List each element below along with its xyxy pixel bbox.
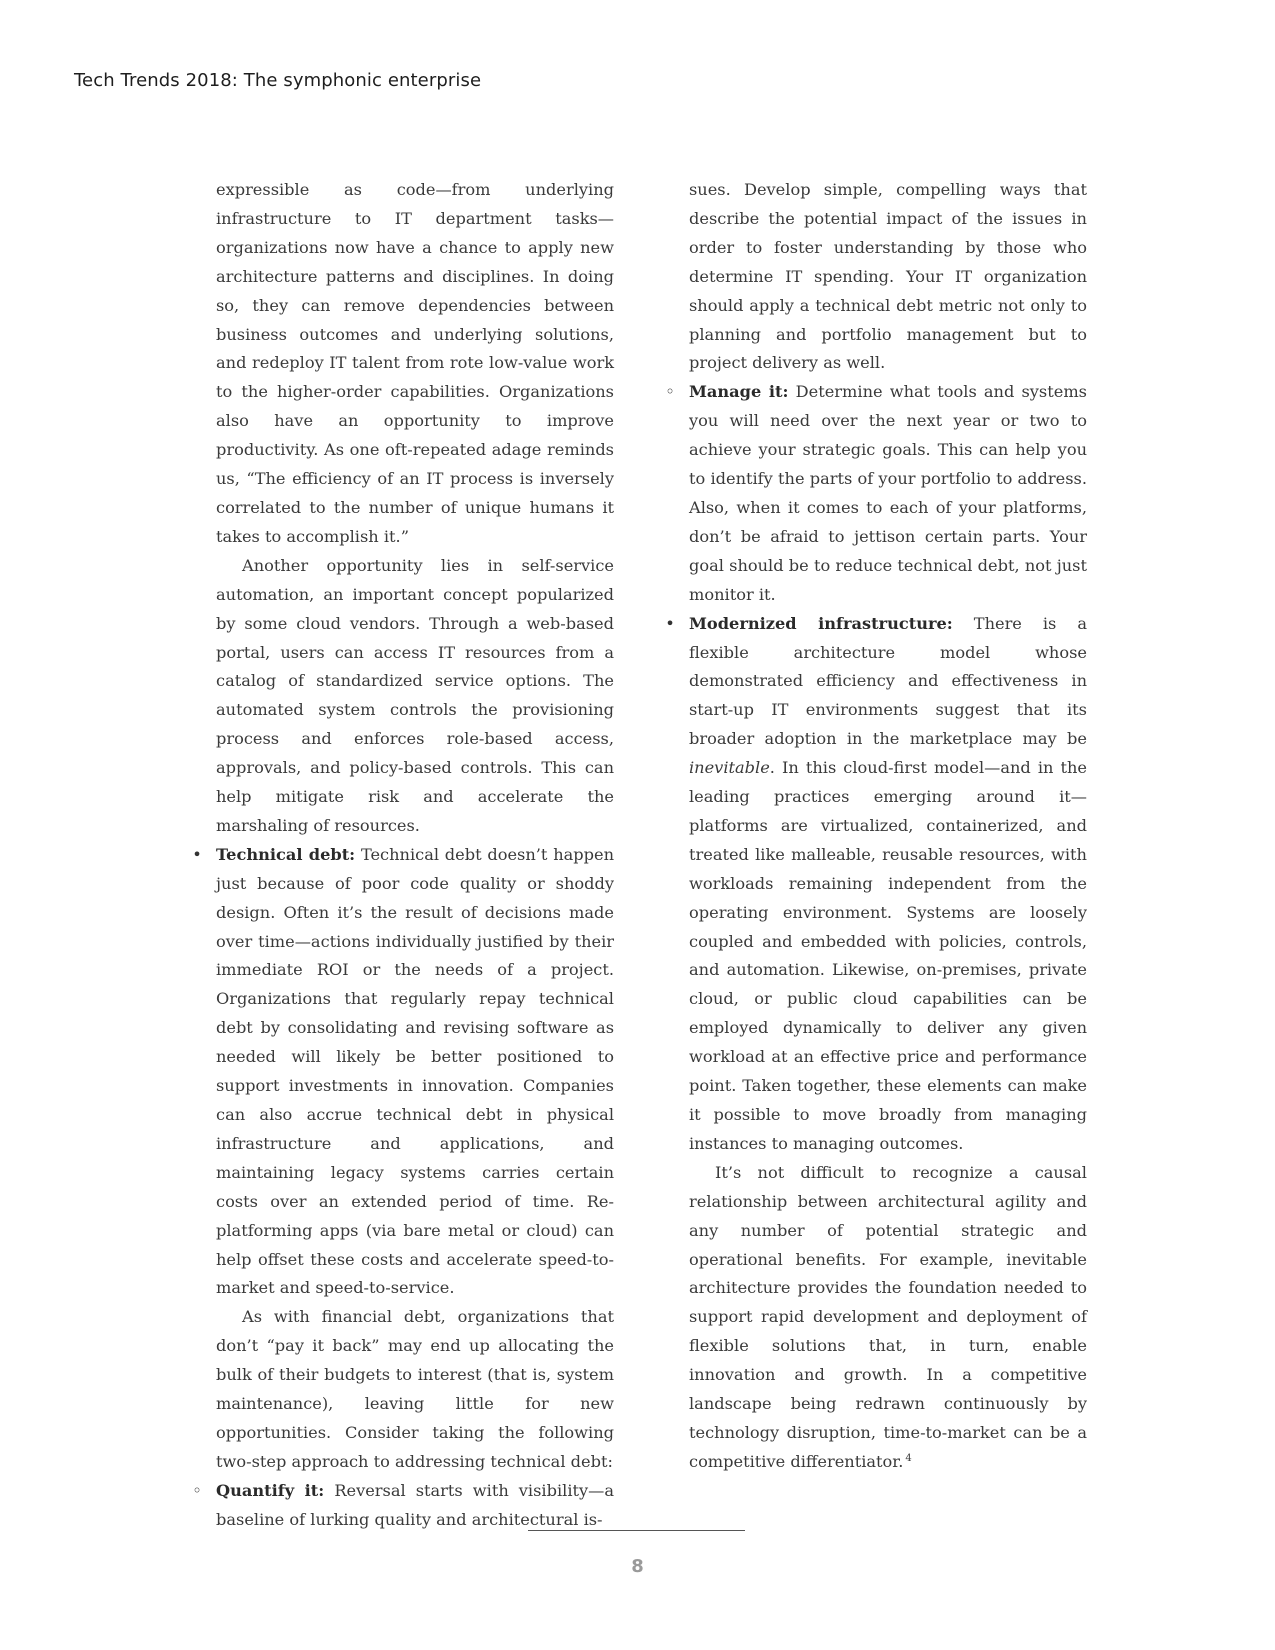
sub-bullet-icon: ◦	[192, 1480, 202, 1500]
bullet-lead: Modernized infrastructure:	[689, 613, 953, 633]
bullet-lead: Technical debt:	[216, 844, 356, 864]
sub-bullet-icon: ◦	[665, 382, 675, 402]
running-header: Tech Trends 2018: The symphonic enterprise	[74, 70, 482, 91]
bullet-text: Technical debt doesn’t happen just because of poor code quality or shoddy design. Often it’s the result of decisions made over time—actions individually justified by their immediate ROI or the needs of a project. Organizations that regularly repay technical debt by consolidating and revising software as needed will likely be better positioned to support investments in innovation. Companies can also accrue technical debt in physical infrastructure and applications, and maintaining legacy systems carries certain costs over an extended period of time. Re-platforming apps (via bare metal or cloud) can help offset these costs and accelerate speed-to-market and speed-to-service.	[216, 844, 614, 1298]
sub-bullet-text: Determine what tools and systems you will need over the next year or two to achieve your strategic goals. This can help you to identify the parts of your portfolio to address. Also, when it comes to each of your platforms, don’t be afraid to jettison certain parts. Your goal should be to reduce technical debt, not just monitor it.	[689, 382, 1087, 604]
bullet-icon: •	[192, 844, 202, 864]
footer-divider	[528, 1530, 745, 1531]
page-number: 8	[631, 1556, 644, 1577]
bullet-modernized-infrastructure	[665, 610, 1087, 1159]
paragraph-text: It’s not difficult to recognize a causal relationship between architectural agility and any number of potential strategic and operational benefits. For example, inevitable architecture provides the foundation needed to support rapid development and deployment of flexible solutions that, in turn, enable innovation and growth. In a competitive landscape being redrawn continuously by technology disruption, time-to-market can be a competitive differentiator.	[689, 1162, 1087, 1471]
right-column	[665, 176, 1087, 1477]
body-paragraph	[689, 1159, 1087, 1477]
bullet-icon: •	[665, 613, 675, 633]
continuation-paragraph: sues. Develop simple, compelling ways that describe the potential impact of the issues in order to foster understanding by those who determine IT spending. Your IT organization should apply a technical debt metric not only to planning and portfolio management but to project delivery as well.	[689, 180, 1087, 373]
bullet-emphasis: inevitable	[689, 758, 770, 778]
sub-bullet-manage	[665, 378, 1087, 609]
left-column	[192, 176, 614, 1535]
footnote-reference[interactable]: 4	[905, 1452, 912, 1464]
sub-bullet-lead: Manage it:	[689, 382, 789, 402]
sub-bullet-quantify	[192, 1477, 614, 1535]
bullet-technical-debt	[192, 841, 614, 1304]
body-paragraph: Another opportunity lies in self-service automation, an important concept popularized by some cloud vendors. Through a web-based portal, users can access IT resources from a catalog of standardized service options. The automated system controls the provisioning process and enforces role-based access, approvals, and policy-based controls. This can help mitigate risk and accelerate the marshaling of resources.	[216, 555, 614, 835]
sub-bullet-lead: Quantify it:	[216, 1480, 325, 1500]
bullet-text: There is a flexible architecture model whose demonstrated efficiency and effectiveness in start-up IT environments suggest that its broader adoption in the marketplace may be	[689, 613, 1087, 749]
body-paragraph: expressible as code—from underlying infrastructure to IT department tasks—organizations now have a chance to apply new architecture patterns and disciplines. In doing so, they can remove dependencies between business outcomes and underlying solutions, and redeploy IT talent from rote low-value work to the higher-order capabilities. Organizations also have an opportunity to improve productivity. As one oft-repeated adage reminds us, “The efficiency of an IT process is inversely correlated to the number of unique humans it takes to accomplish it.”	[216, 180, 614, 546]
sub-bullet-text: Reversal starts with visibility—a baseline of lurking quality and architectural is-	[216, 1480, 614, 1529]
body-paragraph: As with financial debt, organizations that don’t “pay it back” may end up allocating the bulk of their budgets to interest (that is, system maintenance), leaving little for new opportunities. Consider taking the following two-step approach to addressing technical debt:	[216, 1307, 614, 1471]
bullet-text-continued: . In this cloud-first model—and in the leading practices emerging around it—platforms are virtualized, containerized, and treated like malleable, reusable resources, with workloads remaining independent from the operating environment. Systems are loosely coupled and embedded with policies, controls, and automation. Likewise, on-premises, private cloud, or public cloud capabilities can be employed dynamically to deliver any given workload at an effective price and performance point. Taken together, these elements can make it possible to move broadly from managing instances to managing outcomes.	[689, 758, 1087, 1153]
